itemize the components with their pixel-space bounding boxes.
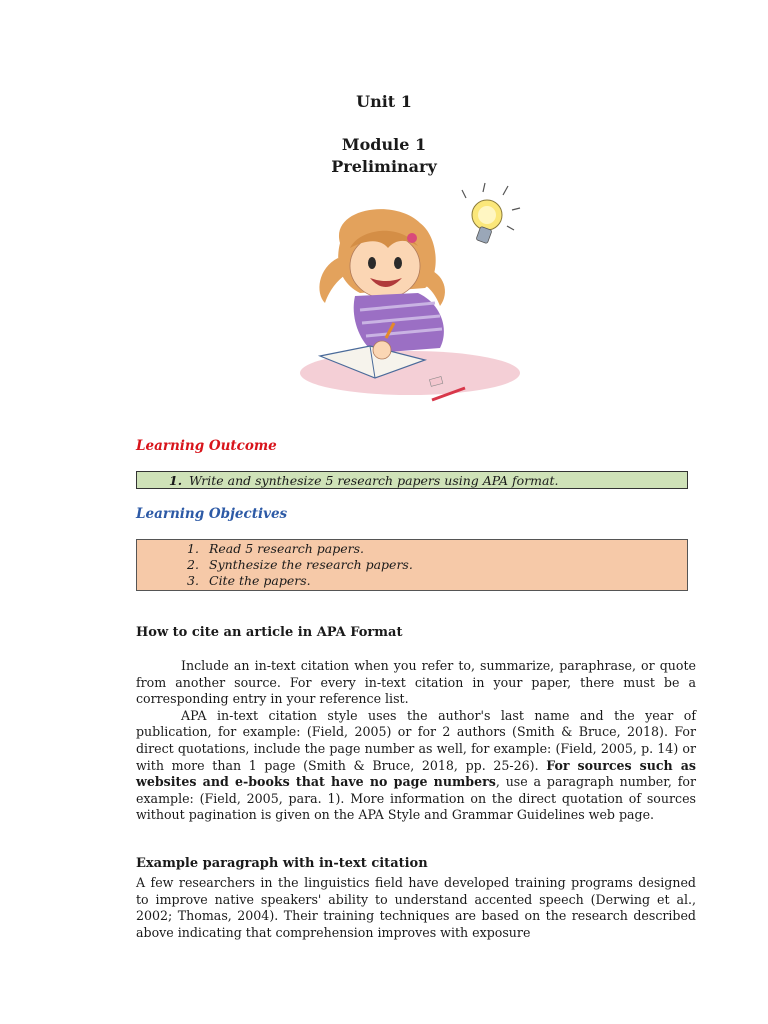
section-title: How to cite an article in APA Format — [136, 625, 403, 640]
module-subtitle: Preliminary — [331, 157, 437, 176]
section-body — [136, 658, 696, 824]
example-paragraph: A few researchers in the linguistics field have developed training programs designed to improve native speakers' ability to understand accented speech (Derwing et al., 2002; Thomas, 2004). Their training techniques are based on the research described above indicating that comprehension improves with exposure — [136, 875, 696, 940]
paragraph-2: APA in-text citation style uses the author's last name and the year of publication, for example: (Field, 2005) or for 2 authors (Smith & Bruce, 2018). For direct quotations, include the page number as well, for example: (Field, 2005, p. 14) or with more than 1 page (Smith & Bruce, 2018, pp. 25-26). For sources such as websites and e-books that have no page numbers, use a paragraph number, for example: (Field, 2005, para. 1). More information on the direct quotation of sources without pagination is given on the APA Style and Grammar Guidelines web page. — [136, 707, 696, 823]
lightbulb-icon — [472, 200, 502, 244]
objective-item: 3. Cite the papers. — [187, 573, 311, 588]
objective-item: 2. Synthesize the research papers. — [187, 557, 413, 572]
example-title: Example paragraph with in-text citation — [136, 856, 428, 871]
girl-studying-illustration — [300, 178, 530, 408]
unit-title: Unit 1 — [356, 92, 412, 111]
learning-outcome-box — [136, 471, 688, 489]
outcome-text: Write and synthesize 5 research papers using APA format. — [189, 473, 559, 488]
example-body — [136, 875, 696, 941]
outcome-number: 1. — [169, 473, 183, 488]
paragraph-1: Include an in-text citation when you refer to, summarize, paraphrase, or quote from another source. For every in-text citation in your paper, there must be a corresponding entry in your reference list. — [136, 658, 696, 707]
module-title: Module 1 — [341, 135, 427, 154]
learning-objectives-box — [136, 539, 688, 591]
learning-objectives-heading: Learning Objectives — [136, 506, 288, 522]
learning-outcome-heading: Learning Outcome — [136, 438, 277, 454]
objective-item: 1. Read 5 research papers. — [187, 541, 365, 556]
